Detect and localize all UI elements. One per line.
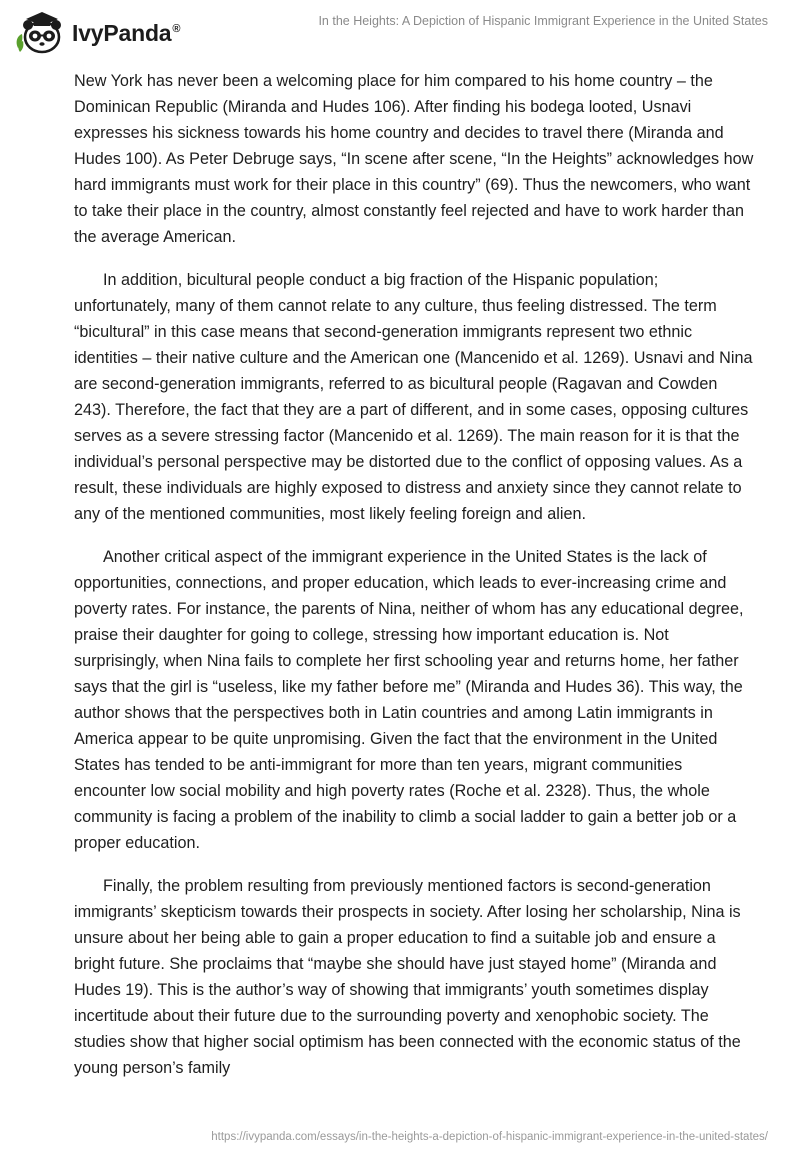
paragraph: In addition, bicultural people conduct a big fraction of the Hispanic population; unfortunately, many of them cannot relate to any culture, thus feeling distressed. The term “bicultural” in this case means that second-generation immigrants represent two ethnic identities – their native culture and the American one (Mancenido et al. 1269). Usnavi and Nina are second-generation immigrants, referred to as bicultural people (Ragavan and Cowden 243). Therefore, the fact that they are a part of different, and in some cases, opposing cultures serves as a severe stressing factor (Mancenido et al. 1269). The main reason for it is that the individual’s personal perspective may be distorted due to the conflict of opposing values. As a result, these individuals are highly exposed to distress and anxiety since they cannot relate to any of the mentioned communities, most likely feeling foreign and alien. [74, 271, 753, 523]
brand-name [72, 20, 180, 47]
paragraph: Finally, the problem resulting from previously mentioned factors is second-generation immigrants’ skepticism towards their prospects in society. After losing her scholarship, Nina is unsure about her being able to gain a proper education to find a suitable job and ensure a bright future. She proclaims that “maybe she should have just stayed home” (Miranda and Hudes 19). This is the author’s way of showing that immigrants’ youth sometimes display incertitude about their future due to the surrounding poverty and xenophobic society. The studies show that higher social optimism has been connected with the economic status of the young person’s family [74, 877, 741, 1077]
source-url[interactable]: https://ivypanda.com/essays/in-the-heights-a-depiction-of-hispanic-immigrant-experience-in-the-united-states/ [211, 1131, 768, 1143]
paragraph: New York has never been a welcoming place for him compared to his home country – the Dominican Republic (Miranda and Hudes 106). After finding his bodega looted, Usnavi expresses his sickness towards his home country and decides to travel there (Miranda and Hudes 100). As Peter Debruge says, “In scene after scene, “In the Heights” acknowledges how hard immigrants must work for their place in this country” (69). Thus the newcomers, who want to take their place in the country, almost constantly feel rejected and have to work harder than the average American. [74, 72, 754, 246]
document-title: In the Heights: A Depiction of Hispanic Immigrant Experience in the United States [318, 14, 768, 28]
registered-mark: ® [172, 22, 181, 35]
ivypanda-logo[interactable] [14, 8, 180, 56]
brand-name-text: IvyPanda [72, 19, 172, 46]
panda-graduate-icon [14, 8, 66, 56]
page-header [0, 0, 800, 60]
paragraph: Another critical aspect of the immigrant experience in the United States is the lack of opportunities, connections, and proper education, which leads to ever-increasing crime and poverty rates. For instance, the parents of Nina, neither of whom has any educational degree, praise their daughter for going to college, stressing how important education is. Not surprisingly, when Nina fails to complete her first schooling year and returns home, her father says that the girl is “useless, like my father before me” (Miranda and Hudes 36). This way, the author shows that the perspectives both in Latin countries and among Latin immigrants in America appear to be quite unpromising. Given the fact that the environment in the United States has tended to be anti-immigrant for more than ten years, migrant communities encounter low social mobility and high poverty rates (Roche et al. 2328). Thus, the whole community is facing a problem of the inability to climb a social ladder to gain a better job or a proper education. [74, 548, 744, 852]
essay-body [74, 68, 754, 1098]
